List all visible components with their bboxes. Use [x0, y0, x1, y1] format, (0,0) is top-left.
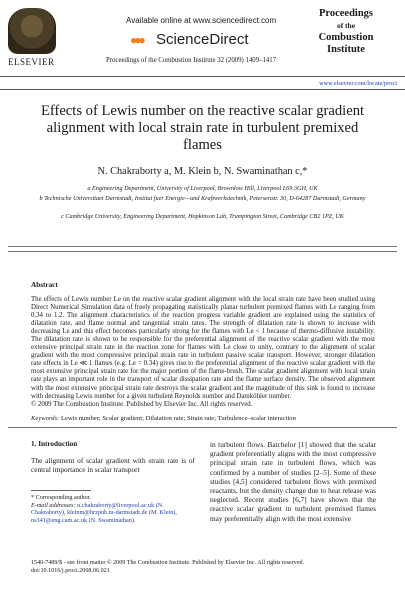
footnote-rule — [31, 490, 91, 491]
article-title: Effects of Lewis number on the reactive scalar gradient alignment with local strain rate in turbulent premixed flames — [40, 103, 365, 153]
section-heading-introduction: 1. Introduction — [31, 440, 78, 448]
email-addresses — [31, 502, 195, 525]
abstract-heading: Abstract — [31, 281, 58, 289]
email-label: E-mail addresses: — [31, 501, 76, 509]
abstract-text: The effects of Lewis number Le on the reactive scalar gradient alignment with the local strain rate have been studied using Direct Numerical Simulation data of freely propagating statistically planar turbulent premixed flames with Le ranging from 0.34 to 1.2. The alignment characteristics of the reaction progress variable gradient are explained using the statistics of dilatation rate, and flame normal and tangential strain rates. The strength of dilatation rate is shown to increase with decreasing Le and this effect becomes particularly strong for the flames with Le < 1 because of thermo-diffusive instability. The dilatation rate is shown to be responsible for the preferential alignment of the reactive scalar gradient with the most extensive principal strain rate in the reaction zone for flames with Le close to unity, contrary to the alignment of scalar gradient with the most compressive principal strain rate in turbulent passive scalar transport. However, stronger dilatation rate effects in Le ≪ 1 flames (e.g. Le = 0.34) gives rise to the preferential alignment of the reactive scalar gradient with the most extensive principal strain rate for the major portion of the flame-brush. The scalar gradient alignment with local strain rate plays an important role in the transport of scalar dissipation rate and the flame surface density. The observed alignment with the most extensive principal strain rate destroys the scalar gradient and the magnitude of this sink is found to increase with decreasing Lewis number for a given turbulent Reynolds number and Damköhler number. — [31, 296, 375, 400]
abstract-body — [31, 296, 375, 409]
journal-line-3: Combustion — [318, 32, 374, 43]
doi-line[interactable]: doi:10.1016/j.proci.2008.06.021 — [31, 567, 110, 574]
elsevier-tree-icon — [8, 8, 56, 54]
affiliation-a: a Engineering Department, University of Liverpool, Brownlow Hill, Liverpool L69 3GH, UK — [87, 185, 318, 192]
page-footer — [31, 560, 381, 576]
abstract-top-rule-2 — [8, 251, 397, 252]
keywords-label: Keywords: — [31, 415, 60, 422]
abstract-top-rule — [8, 246, 397, 247]
front-matter-line: 1540-7489/$ - see front matter © 2009 The Combustion Institute. Published by Elsevier Inc. All rights reserved. — [31, 560, 305, 566]
journal-line-2: of the — [336, 21, 356, 30]
header-divider — [0, 76, 405, 77]
publisher-name: ELSEVIER — [8, 57, 55, 67]
journal-website-link[interactable]: www.elsevier.com/locate/proci — [319, 80, 397, 87]
sciencedirect-dots-icon: ●●● — [130, 32, 143, 47]
article-authors: N. Chakraborty a, M. Klein b, N. Swaminathan c,* — [97, 166, 308, 177]
corresponding-author-note: * Corresponding author. — [31, 494, 91, 501]
footnotes — [31, 494, 195, 525]
abstract-bottom-rule — [8, 427, 397, 428]
intro-left-column: The alignment of scalar gradient with strain rate is of central importance in scalar transport — [31, 456, 195, 475]
email-list[interactable]: n.chakraborty@liverpool.ac.uk (N. Chakraborty), kleinm@hrzpub.tu-darmstadt.de (M. Klein), ns341@eng.cam.ac.uk (N. Swaminathan). — [31, 501, 177, 525]
journal-name-box — [300, 8, 392, 74]
header-divider-2 — [0, 89, 405, 90]
intro-right-column: in turbulent flows. Batchelor [1] showed that the scalar gradient preferentially aligns with the most compressive principal strain rate in turbulent flows, which was confirmed by a number of studies [2–5]. Some of these studies [4,5] considered turbulent flows with premixed reactants, but the density change due to heat release was neglected. Recent studies [6,7] have shown that the reactive scalar gradient in turbulent premixed flames may preferentially align with the most extensive — [210, 440, 376, 523]
journal-citation: Proceedings of the Combustion Institute 32 (2009) 1409–1417 — [106, 57, 277, 64]
keywords-list: Lewis number; Scalar gradient; Dilatation rate; Strain rate; Turbulence–scalar interaction — [60, 415, 296, 422]
available-online-text: Available online at www.sciencedirect.com — [126, 16, 277, 25]
sciencedirect-logo[interactable] — [130, 31, 249, 48]
sciencedirect-name: ScienceDirect — [156, 31, 249, 48]
journal-line-1: Proceedings — [318, 8, 374, 19]
copyright-line: © 2009 The Combustion Institute. Published by Elsevier Inc. All rights reserved. — [31, 400, 253, 408]
journal-line-4: Institute — [327, 44, 365, 55]
keywords-line — [31, 415, 375, 422]
affiliation-c: c Cambridge University, Engineering Department, Hopkinson Lab, Trumpington Street, Cambridge CB2 1PZ, UK — [61, 213, 344, 220]
elsevier-logo[interactable] — [8, 8, 58, 74]
affiliation-b: b Technische Universitaet Darmstadt, Institut fuer Energie—und Kraftwerkstechnik, Petersenstr. 30, D-64287 Darmstadt, Germany — [39, 195, 366, 202]
